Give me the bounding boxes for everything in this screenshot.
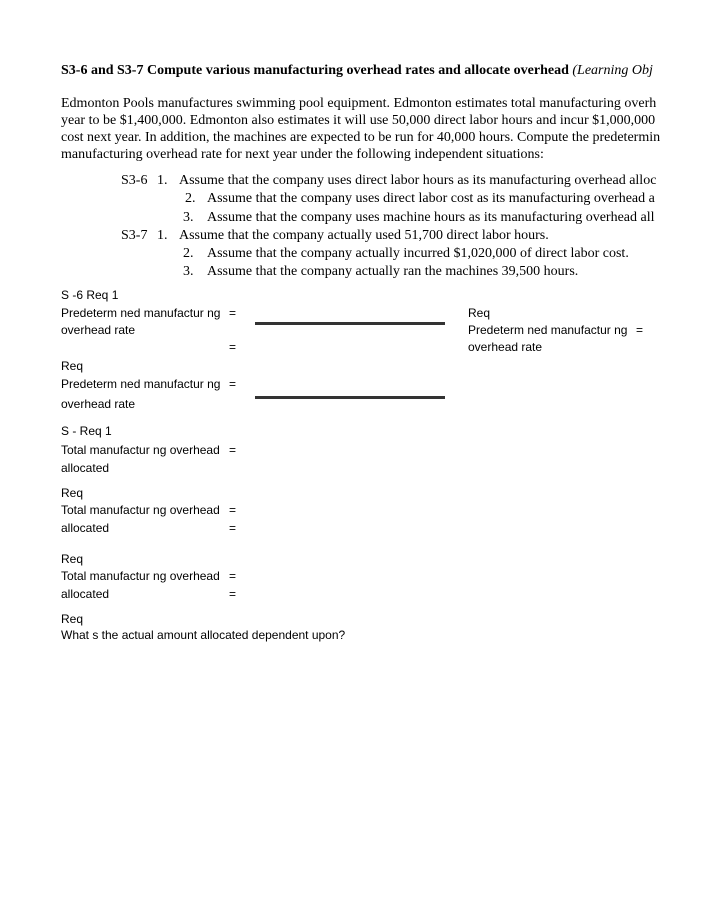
equals-sign-right: = — [636, 323, 644, 337]
equals-sign: = — [229, 340, 237, 354]
intro-line: year to be $1,400,000. Edmonton also estimates it will use 50,000 direct labor hours and incur $1,000,000 — [61, 113, 656, 128]
equals-sign: = — [229, 587, 237, 601]
alloc-label-line1: Total manufactur ng overhead — [61, 503, 220, 517]
s36-item-3-number: 3. — [183, 210, 194, 225]
req-label: Req — [61, 612, 84, 626]
s37-item-1-text: Assume that the company actually used 51,700 direct labor hours. — [179, 228, 549, 243]
req-label: Req — [61, 359, 84, 373]
equals-sign: = — [229, 503, 237, 517]
fraction-line — [255, 396, 445, 399]
equals-sign: = — [229, 306, 237, 320]
alloc-label-line2: allocated — [61, 521, 110, 535]
rate-label-line1: Predeterm ned manufactur ng — [61, 306, 221, 320]
intro-line: Edmonton Pools manufactures swimming pool equipment. Edmonton estimates total manufacturing overh — [61, 96, 657, 111]
req-label: Req — [61, 486, 84, 500]
equals-sign: = — [229, 521, 237, 535]
rate-label-line2: overhead rate — [61, 323, 136, 337]
alloc-label-line1: Total manufactur ng overhead — [61, 569, 220, 583]
rate-label-line1: Predeterm ned manufactur ng — [61, 377, 221, 391]
s36-item-2-text: Assume that the company uses direct labor cost as its manufacturing overhead a — [207, 191, 655, 206]
title-bold: S3-6 and S3-7 Compute various manufacturing overhead rates and allocate overhead — [61, 63, 569, 78]
equals-sign: = — [229, 569, 237, 583]
rate-label-right-line2: overhead rate — [468, 340, 543, 354]
s36-req1-heading: S -6 Req 1 — [61, 288, 119, 302]
s37-item-2-text: Assume that the company actually incurred $1,020,000 of direct labor cost. — [207, 246, 629, 261]
s36-item-1-number: 1. — [157, 173, 168, 188]
alloc-label-line1: Total manufactur ng overhead — [61, 443, 220, 457]
s36-item-3-text: Assume that the company uses machine hours as its manufacturing overhead all — [207, 210, 655, 225]
s37-label: S3-7 — [121, 228, 148, 243]
s37-item-3-text: Assume that the company actually ran the machines 39,500 hours. — [207, 264, 579, 279]
title-italic: (Learning Obj — [572, 63, 653, 78]
intro-line: cost next year. In addition, the machines are expected to be run for 40,000 hours. Compute the predetermin — [61, 130, 661, 145]
s36-item-1-text: Assume that the company uses direct labor hours as its manufacturing overhead alloc — [179, 173, 657, 188]
equals-sign: = — [229, 377, 237, 391]
question-text: What s the actual amount allocated dependent upon? — [61, 628, 346, 642]
rate-label-right-line1: Predeterm ned manufactur ng — [468, 323, 628, 337]
intro-paragraph — [61, 95, 714, 163]
page-title — [61, 63, 653, 79]
s37-item-1-number: 1. — [157, 228, 168, 243]
s37-req1-heading: S - Req 1 — [61, 424, 112, 438]
alloc-label-line2: allocated — [61, 587, 110, 601]
alloc-label-line2: allocated — [61, 461, 110, 475]
s37-item-2-number: 2. — [183, 246, 194, 261]
req-label-right: Req — [468, 306, 491, 320]
s36-item-2-number: 2. — [185, 191, 196, 206]
s36-label: S3-6 — [121, 173, 148, 188]
s37-item-3-number: 3. — [183, 264, 194, 279]
rate-label-line2: overhead rate — [61, 397, 136, 411]
intro-line: manufacturing overhead rate for next year under the following independent situations: — [61, 147, 544, 162]
equals-sign: = — [229, 443, 237, 457]
req-label: Req — [61, 552, 84, 566]
fraction-line — [255, 322, 445, 325]
